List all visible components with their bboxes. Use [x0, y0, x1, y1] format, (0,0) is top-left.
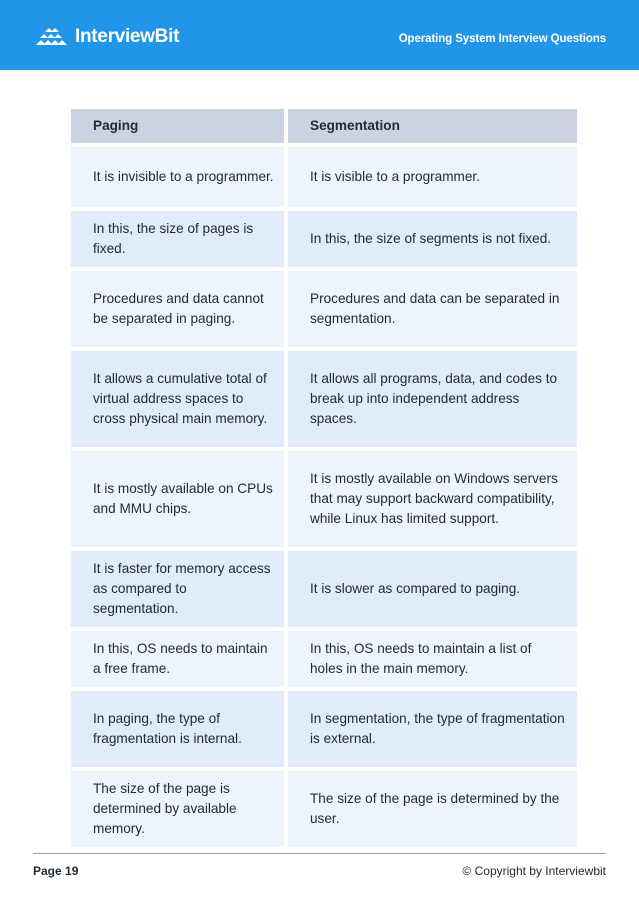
- segmentation-cell: In this, OS needs to maintain a list of holes in the main memory.: [288, 631, 577, 687]
- copyright-notice: © Copyright by Interviewbit: [462, 864, 606, 878]
- table-row: [71, 147, 577, 207]
- paging-cell: It is mostly available on CPUs and MMU chips.: [71, 451, 284, 547]
- page-number: Page 19: [33, 864, 79, 878]
- paging-cell: In paging, the type of fragmentation is internal.: [71, 691, 284, 767]
- brand-name: InterviewBit: [75, 26, 180, 47]
- paging-cell: It is invisible to a programmer.: [71, 147, 284, 207]
- table-row: [71, 351, 577, 447]
- paging-cell: In this, OS needs to maintain a free frame.: [71, 631, 284, 687]
- segmentation-cell: In segmentation, the type of fragmentation is external.: [288, 691, 577, 767]
- table-row: [71, 211, 577, 267]
- page-header: [0, 0, 639, 70]
- table-row: [71, 771, 577, 847]
- table-header-row: [71, 109, 577, 143]
- paging-cell: It allows a cumulative total of virtual address spaces to cross physical main memory.: [71, 351, 284, 447]
- document-title: Operating System Interview Questions: [398, 33, 606, 45]
- table-row: [71, 691, 577, 767]
- segmentation-cell: It is visible to a programmer.: [288, 147, 577, 207]
- segmentation-cell: Procedures and data can be separated in segmentation.: [288, 271, 577, 347]
- paging-cell: In this, the size of pages is fixed.: [71, 211, 284, 267]
- brand[interactable]: [34, 26, 179, 48]
- interviewbit-logo-icon: [34, 27, 70, 47]
- paging-cell: The size of the page is determined by available memory.: [71, 771, 284, 847]
- column-header-paging: Paging: [71, 109, 284, 143]
- footer-divider: [33, 853, 606, 854]
- paging-cell: Procedures and data cannot be separated in paging.: [71, 271, 284, 347]
- segmentation-cell: It is slower as compared to paging.: [288, 551, 577, 627]
- segmentation-cell: The size of the page is determined by the user.: [288, 771, 577, 847]
- table-row: [71, 271, 577, 347]
- table-row: [71, 631, 577, 687]
- segmentation-cell: It is mostly available on Windows servers that may support backward compatibility, while Linux has limited support.: [288, 451, 577, 547]
- table-row: [71, 451, 577, 547]
- segmentation-cell: In this, the size of segments is not fixed.: [288, 211, 577, 267]
- paging-cell: It is faster for memory access as compared to segmentation.: [71, 551, 284, 627]
- comparison-table: [67, 105, 581, 851]
- segmentation-cell: It allows all programs, data, and codes to break up into independent address spaces.: [288, 351, 577, 447]
- table-row: [71, 551, 577, 627]
- column-header-segmentation: Segmentation: [288, 109, 577, 143]
